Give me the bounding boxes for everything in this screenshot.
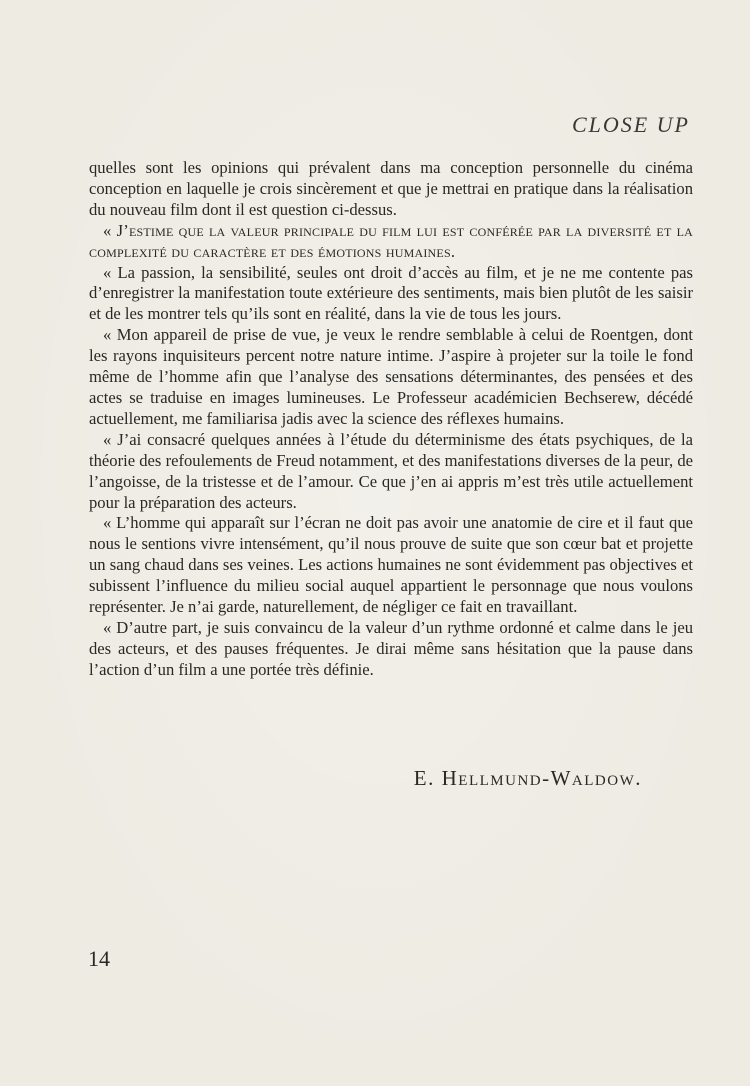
- paragraph-7: « D’autre part, je suis convaincu de la valeur d’un rythme ordonné et calme dans le jeu des acteurs, et des pauses fréquentes. Je dirai même sans hésitation que la pause dans l’action d’un film a une portée très définie.: [89, 617, 693, 679]
- paragraph-2: « J’estime que la valeur principale du film lui est conférée par la diversité et la complexité du caractère et des émotions humaines.: [89, 220, 693, 261]
- paragraph-3: « La passion, la sensibilité, seules ont droit d’accès au film, et je ne me contente pas d’enregistrer la manifestation toute extérieure des sentiments, mais bien plutôt de les saisir et de les montrer tels qu’ils sont en réalité, dans la vie de tous les jours.: [89, 262, 693, 324]
- author-signature: E. Hellmund-Waldow.: [413, 766, 642, 790]
- page-number: 14: [88, 946, 110, 971]
- article-body: [89, 158, 693, 681]
- paragraph-4: « Mon appareil de prise de vue, je veux le rendre semblable à celui de Roentgen, dont les rayons inquisiteurs percent notre nature intime. J’aspire à projeter sur la toile le fond même de l’homme afin que l’analyse des sensations déterminantes, des pensées et des actes se traduise en images lumineuses. Le Professeur académicien Bechserew, décédé actuellement, me familiarisa jadis avec la science des réflexes humains.: [89, 325, 693, 428]
- paragraph-1: quelles sont les opinions qui prévalent dans ma conception personnelle du cinéma conception en laquelle je crois sincèrement et que je mettrai en pratique dans la réalisation du nouveau film dont il est question ci-dessus.: [89, 158, 693, 219]
- paragraph-6: « L’homme qui apparaît sur l’écran ne doit pas avoir une anatomie de cire et il faut que nous le sentions vivre intensément, qu’il nous prouve de suite que son cœur bat et projette un sang chaud dans ses veines. Les actions humaines ne sont évidemment pas objectives et subissent l’influence du milieu social auquel appartient le personnage que nous voulons représenter. Je n’ai garde, naturellement, de négliger ce fait en travaillant.: [89, 513, 693, 617]
- running-head-title: CLOSE UP: [571, 112, 690, 137]
- paragraph-5: « J’ai consacré quelques années à l’étude du déterminisme des états psychiques, de la théorie des refoulements de Freud notamment, et des manifestations diverses de la peur, de l’angoisse, de la tristesse et de l’amour. Ce que j’en ai appris m’est très utile actuellement pour la préparation des acteurs.: [89, 429, 693, 512]
